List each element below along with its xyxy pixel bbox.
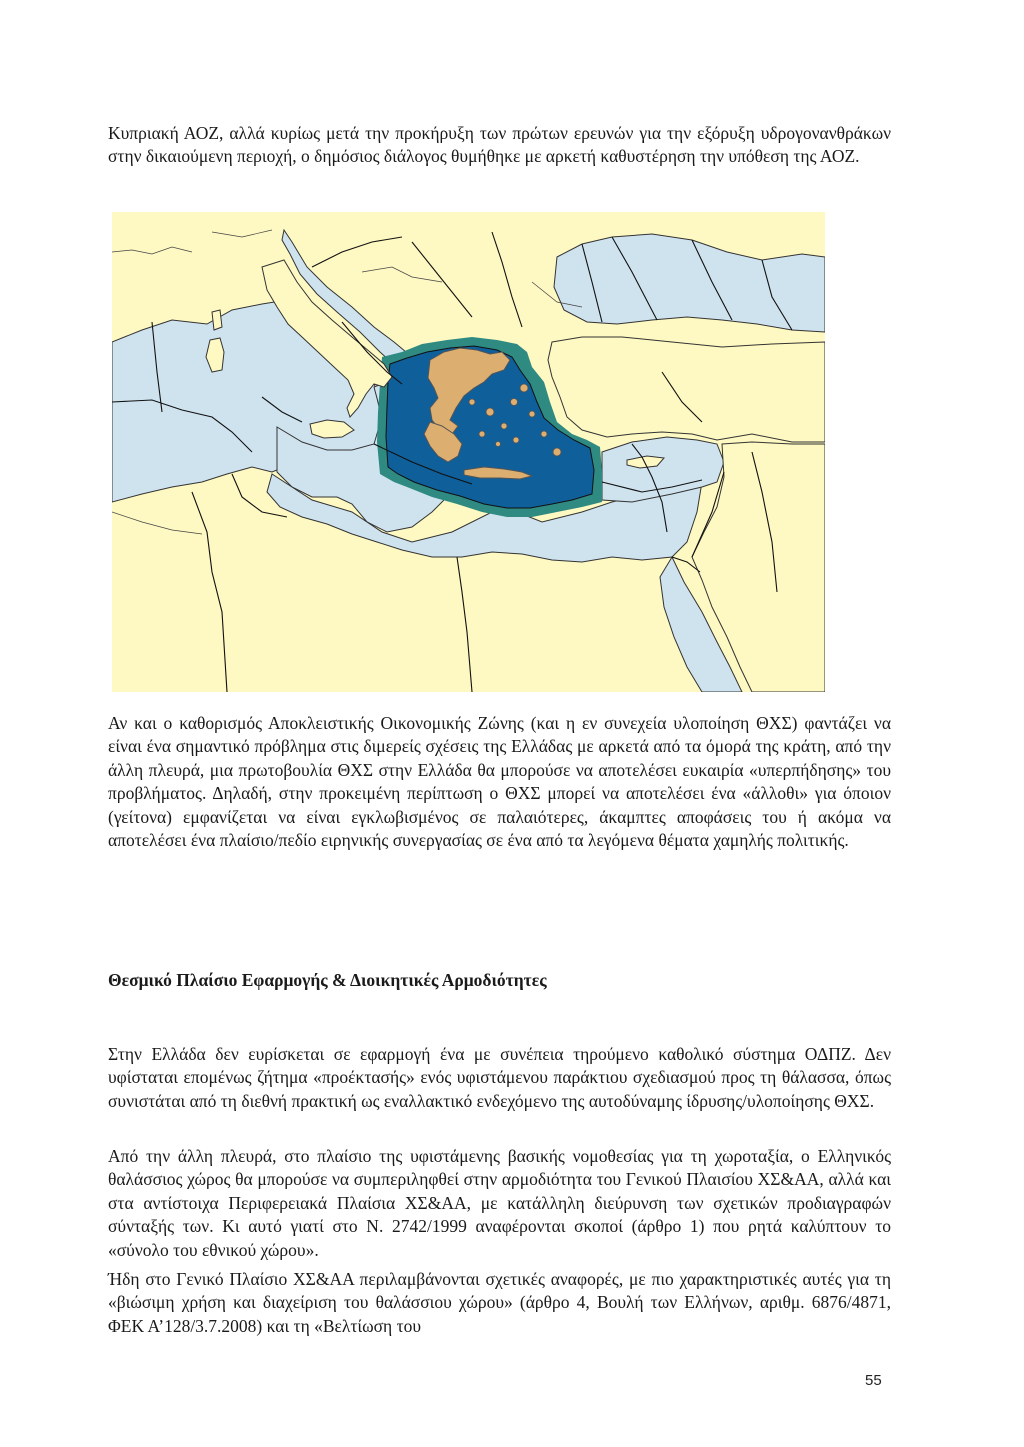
paragraph-eez-problem: Αν και ο καθορισμός Αποκλειστικής Οικονομικής Ζώνης (και η εν συνεχεία υλοποίηση ΘΧΣ) φαντάζει να είναι ένα σημαντικό πρόβλημα στις διμερείς σχέσεις της Ελλάδας με αρκετά από τα όμορά της κράτη, από την άλλη πλευρά, μια πρωτοβουλία ΘΧΣ στην Ελλάδα θα μπορούσε να αποτελέσει ευκαιρία «υπερπήδησης» του προβλήματος. Δηλαδή, στην προκειμένη περίπτωση ο ΘΧΣ μπορεί να αποτελέσει ένα «άλλοθι» για όποιον (γείτονα) εμφανίζεται να είναι εγκλωβισμένος σε παλαιότερες, άκαμπτες αποφάσεις του ή ακόμα να αποτελέσει ένα πλαίσιο/πεδίο ειρηνικής συνεργασίας σε ένα από τα λεγόμενα θέματα χαμηλής πολιτικής. — [108, 713, 891, 851]
section-heading: Θεσμικό Πλαίσιο Εφαρμογής & Διοικητικές Αρμοδιότητες — [108, 970, 547, 990]
paragraph-eez-intro: Κυπριακή ΑΟΖ, αλλά κυρίως μετά την προκήρυξη των πρώτων ερευνών για την εξόρυξη υδρογονανθράκων στην δικαιούμενη περιοχή, ο δημόσιος διάλογος θυμήθηκε με αρκετή καθυστέρηση την υπόθεση της ΑΟΖ. — [108, 123, 891, 167]
paragraph-general-framework: Ήδη στο Γενικό Πλαίσιο ΧΣ&ΑΑ περιλαμβάνονται σχετικές αναφορές, με πιο χαρακτηριστικές αυτές για τη «βιώσιμη χρήση και διαχείριση του θαλάσσιου χώρου» (άρθρο 4, Βουλή των Ελλήνων, αριθμ. 6876/4871, ΦΕΚ Α’128/3.7.2008) και τη «Βελτίωση του — [108, 1269, 891, 1336]
corsica — [212, 310, 222, 330]
map-graphic — [112, 212, 825, 692]
paragraph-legislation: Από την άλλη πλευρά, στο πλαίσιο της υφιστάμενης βασικής νομοθεσίας για τη χωροταξία, ο Ελληνικός θαλάσσιος χώρος θα μπορούσε να συμπεριληφθεί στην αρμοδιότητα του Γενικού Πλαισίου ΧΣ&ΑΑ, αλλά και στα αντίστοιχα Περιφερειακά Πλαίσια ΧΣ&ΑΑ, με κατάλληλη διεύρυνση των σχετικών προδιαγραφών σύνταξής των. Κι αυτό γιατί στο Ν. 2742/1999 αναφέρονται σκοποί (άρθρο 1) που ρητά καλύπτουν το «σύνολο του εθνικού χώρου». — [108, 1146, 891, 1260]
anatolia — [548, 337, 825, 442]
paragraph-odpz: Στην Ελλάδα δεν ευρίσκεται σε εφαρμογή ένα με συνέπεια τηρούμενο καθολικό σύστημα ΟΔΠΖ. Δεν υφίσταται επομένως ζήτημα «προέκτασής» ενός υφιστάμενου παράκτιου σχεδιασμού προς τη θάλασσα, όπως συνιστάται από τη διεθνή πρακτική ως εναλλακτικό ενδεχόμενο της αυτοδύναμης ίδρυσης/υλοποίησης ΘΧΣ. — [108, 1044, 891, 1111]
page-number: 55 — [865, 1372, 882, 1389]
mediterranean-eez-map — [112, 212, 825, 692]
